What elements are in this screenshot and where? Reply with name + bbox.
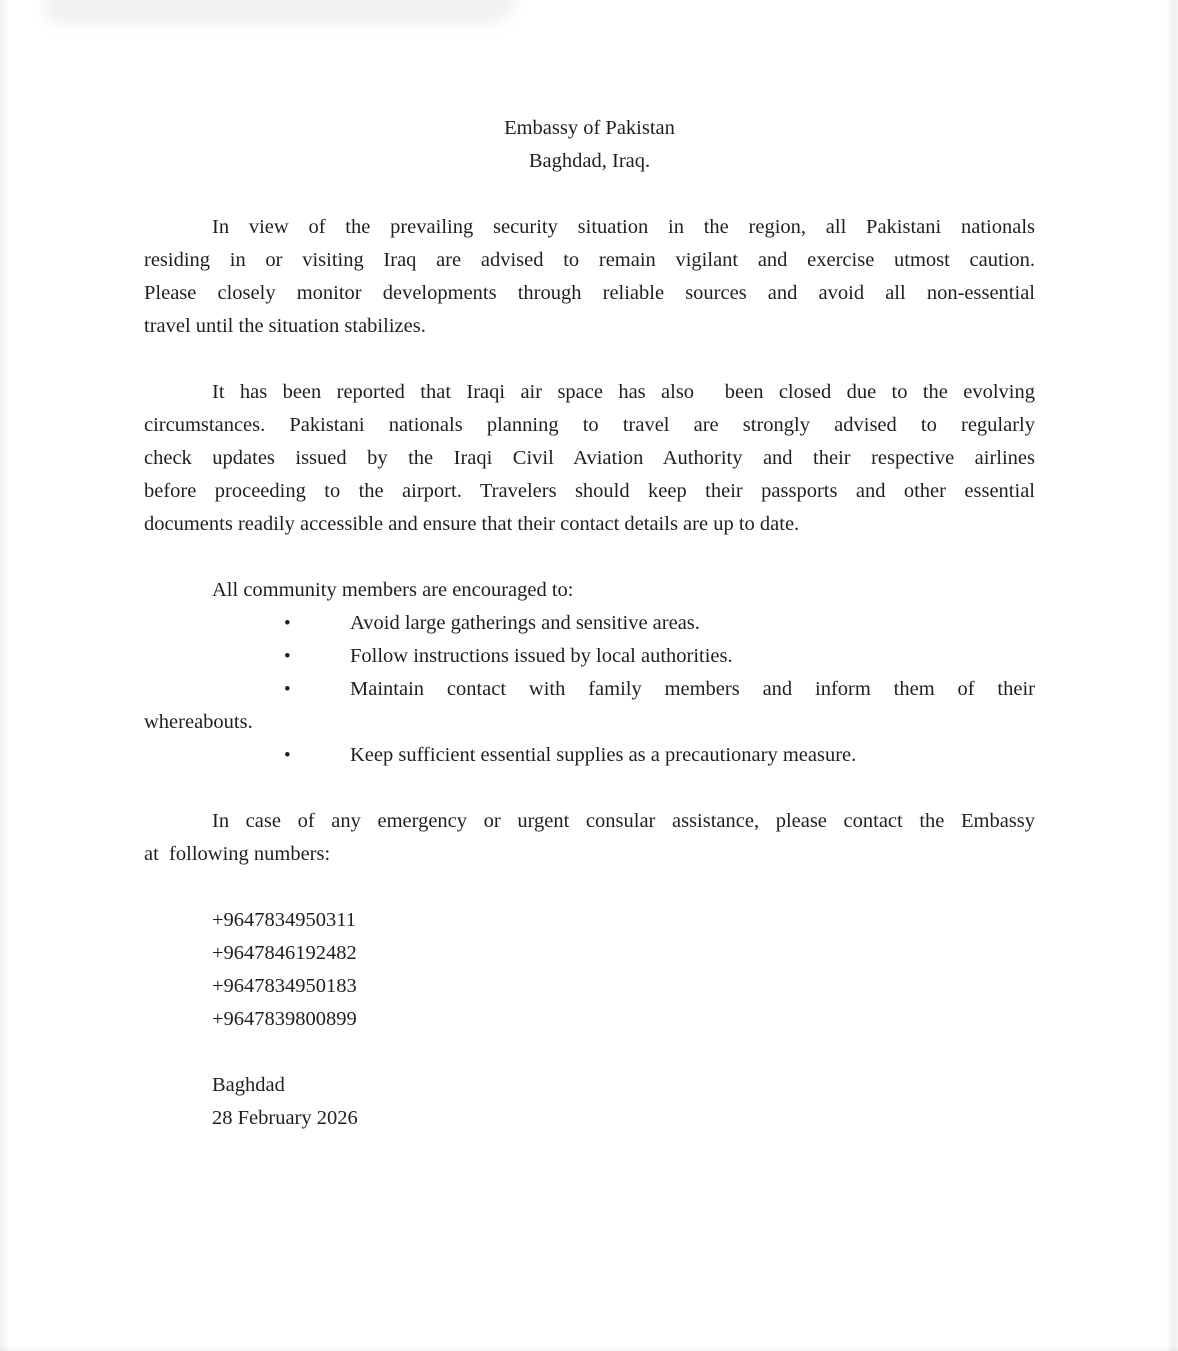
page-bottom-edge <box>0 1346 1178 1351</box>
bullet-text: Maintain contact with family members and inform them of their <box>350 678 1035 700</box>
text-line: 28 February 2026 <box>212 1107 358 1129</box>
text-line: check updates issued by the Iraqi Civil Aviation Authority and their respective airlines <box>144 447 1035 469</box>
text-line: at following numbers: <box>144 843 331 865</box>
bullet-text: Avoid large gatherings and sensitive areas. <box>350 612 700 634</box>
bullet-follow-instructions <box>144 640 1035 673</box>
embassy-title: Embassy of Pakistan <box>504 117 675 139</box>
scan-shadow-artifact <box>45 0 515 24</box>
text-line: travel until the situation stabilizes. <box>144 315 426 337</box>
bullet-icon: • <box>284 745 291 766</box>
text-line: whereabouts. <box>144 711 253 733</box>
phone-numbers <box>144 904 1035 1036</box>
bullet-text: Follow instructions issued by local authorities. <box>350 645 733 667</box>
paragraph-community-intro <box>144 574 1035 607</box>
paragraph-emergency-contact <box>144 805 1035 871</box>
bullet-keep-supplies <box>144 739 1035 772</box>
text-line <box>144 739 1035 772</box>
bullet-avoid-gatherings <box>144 607 1035 640</box>
embassy-location: Baghdad, Iraq. <box>528 150 651 172</box>
signature-place-date <box>144 1069 1035 1135</box>
text-line: In view of the prevailing security situation in the region, all Pakistani nationals <box>212 216 1035 238</box>
text-line: +9647834950311 <box>212 909 357 931</box>
text-line <box>144 607 1035 640</box>
text-line <box>144 640 1035 673</box>
text-line: In case of any emergency or urgent consular assistance, please contact the Embassy <box>212 810 1035 832</box>
text-line: residing in or visiting Iraq are advised to remain vigilant and exercise utmost caution. <box>144 249 1035 271</box>
page-right-edge <box>1167 0 1178 1351</box>
text-line: documents readily accessible and ensure that their contact details are up to date. <box>144 513 800 535</box>
bullet-maintain-contact <box>144 673 1035 739</box>
text-line: circumstances. Pakistani nationals planning to travel are strongly advised to regularly <box>144 414 1035 436</box>
bullet-icon: • <box>284 613 291 634</box>
bullet-icon: • <box>284 679 291 700</box>
text-line: All community members are encouraged to: <box>212 579 574 601</box>
text-line: Please closely monitor developments through reliable sources and avoid all non-essential <box>144 282 1035 304</box>
paragraph-security-advisory <box>144 211 1035 343</box>
document-header <box>144 112 1035 178</box>
text-line: +9647839800899 <box>212 1008 357 1030</box>
bullet-text: Keep sufficient essential supplies as a precautionary measure. <box>350 744 857 766</box>
bullet-icon: • <box>284 646 291 667</box>
text-line: before proceeding to the airport. Travelers should keep their passports and other essential <box>144 480 1035 502</box>
text-line: +9647834950183 <box>212 975 357 997</box>
page-left-edge <box>0 0 8 1351</box>
text-line: Baghdad <box>212 1074 285 1096</box>
document-body <box>144 112 1035 1168</box>
text-line: +9647846192482 <box>212 942 357 964</box>
text-line <box>144 673 1035 706</box>
paragraph-airspace-closure <box>144 376 1035 541</box>
text-line: It has been reported that Iraqi air space has also been closed due to the evolving <box>212 381 1035 403</box>
